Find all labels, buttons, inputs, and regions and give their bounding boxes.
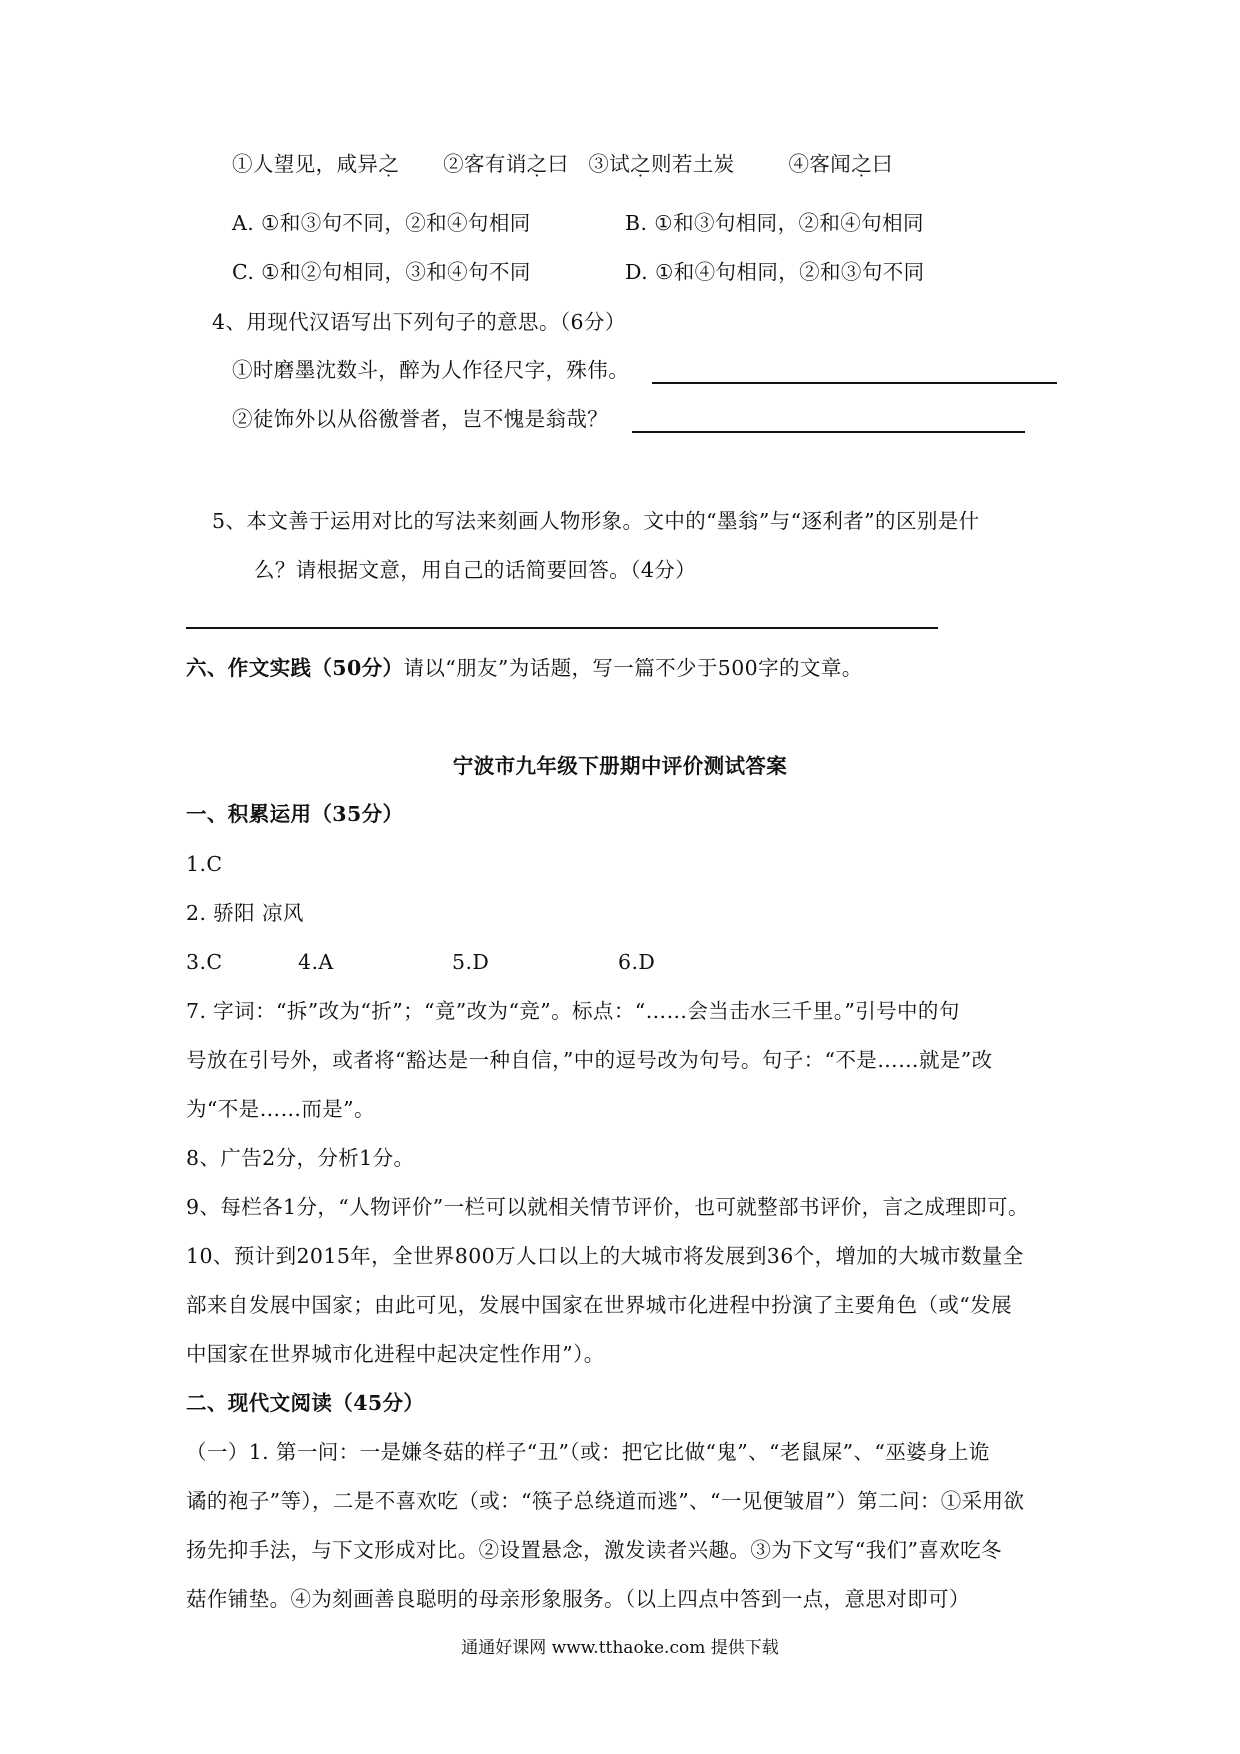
- answer-8: 8、广告2分，分析1分。: [186, 1146, 415, 1170]
- answer-7-line-3: 为“不是……而是”。: [186, 1097, 375, 1121]
- q3-sentence-3: ③试之则若土炭: [588, 152, 735, 176]
- answer-5: 5.D: [452, 950, 490, 974]
- q3-option-a: A. ①和③句不同，②和④句相同: [232, 211, 531, 235]
- part-2-heading: 二、现代文阅读（45分）: [186, 1391, 425, 1415]
- q3-option-b: B. ①和③句相同，②和④句相同: [625, 211, 924, 235]
- answer-title: 宁波市九年级下册期中评价测试答案: [452, 754, 788, 778]
- page-footer: 通通好课网 www.tthaoke.com 提供下载: [461, 1638, 779, 1658]
- part-2-line-3: 扬先抑手法，与下文形成对比。②设置悬念，激发读者兴趣。③为下文写“我们”喜欢吃冬: [186, 1538, 1002, 1562]
- q4-sentence-2: ②徒饰外以从俗徼誉者，岂不愧是翁哉？: [232, 407, 609, 431]
- section-6-label: 六、作文实践（50分）: [186, 656, 404, 680]
- answer-10-line-1: 10、预计到2015年，全世界800万人口以上的大城市将发展到36个，增加的大城市数量全: [186, 1244, 1024, 1268]
- q3-sentence-2: ②客有诮之曰: [443, 152, 569, 176]
- q5-line-2: 么？请根据文意，用自己的话简要回答。（4分）: [254, 558, 697, 582]
- answer-line: [186, 627, 938, 629]
- part-2-line-4: 菇作铺垫。④为刻画善良聪明的母亲形象服务。（以上四点中答到一点，意思对即可）: [186, 1587, 970, 1611]
- answer-9: 9、每栏各1分，“人物评价”一栏可以就相关情节评价，也可就整部书评价，言之成理即可。: [186, 1195, 1029, 1219]
- section-6-text: 请以“朋友”为话题，写一篇不少于500字的文章。: [403, 656, 863, 680]
- q3-option-d: D. ①和④句相同，②和③句不同: [625, 260, 925, 284]
- answer-1: 1.C: [186, 852, 223, 876]
- q3-sentences: [232, 150, 893, 178]
- answer-line: [632, 431, 1025, 433]
- answer-10-line-2: 部来自发展中国家；由此可见，发展中国家在世界城市化进程中扮演了主要角色（或“发展: [186, 1293, 1012, 1317]
- answer-7-line-1: 7. 字词：“拆”改为“折”；“竟”改为“竞”。标点：“……会当击水三千里。”引号中的句: [186, 999, 960, 1023]
- dotted-zhi: 之: [378, 152, 400, 176]
- answer-10-line-3: 中国家在世界城市化进程中起决定性作用”）。: [186, 1342, 605, 1366]
- q4-stem: 4、用现代汉语写出下列句子的意思。（6分）: [212, 310, 626, 334]
- answer-6: 6.D: [618, 950, 656, 974]
- answer-4: 4.A: [298, 950, 334, 974]
- answer-2: 2. 骄阳 凉风: [186, 901, 304, 925]
- dotted-zhi: 之: [630, 152, 652, 176]
- part-2-line-2: 谲的袍子”等），二是不喜欢吃（或：“筷子总绕道而逃”、“一见便皱眉”）第二问：①采用欲: [186, 1489, 1025, 1513]
- answer-3: 3.C: [186, 950, 223, 974]
- answer-7-line-2: 号放在引号外，或者将“豁达是一种自信，”中的逗号改为句号。句子：“不是……就是”改: [186, 1048, 993, 1072]
- part-1-heading: 一、积累运用（35分）: [186, 802, 404, 826]
- part-2-line-1: （一）1. 第一问：一是嫌冬菇的样子“丑”（或：把它比做“鬼”、“老鼠屎”、“巫婆身上诡: [186, 1440, 990, 1464]
- q5-line-1: 5、本文善于运用对比的写法来刻画人物形象。文中的“墨翁”与“逐利者”的区别是什: [212, 509, 980, 533]
- q4-sentence-1: ①时磨墨沈数斗，醉为人作径尺字，殊伟。: [232, 358, 630, 382]
- dotted-zhi: 之: [526, 152, 548, 176]
- dotted-zhi: 之: [851, 152, 873, 176]
- q3-option-c: C. ①和②句相同，③和④句不同: [232, 260, 531, 284]
- answer-line: [652, 382, 1057, 384]
- q3-sentence-1: ①人望见，咸异之: [232, 152, 400, 176]
- q3-sentence-4: ④客闻之曰: [788, 152, 894, 176]
- section-6: [186, 654, 863, 682]
